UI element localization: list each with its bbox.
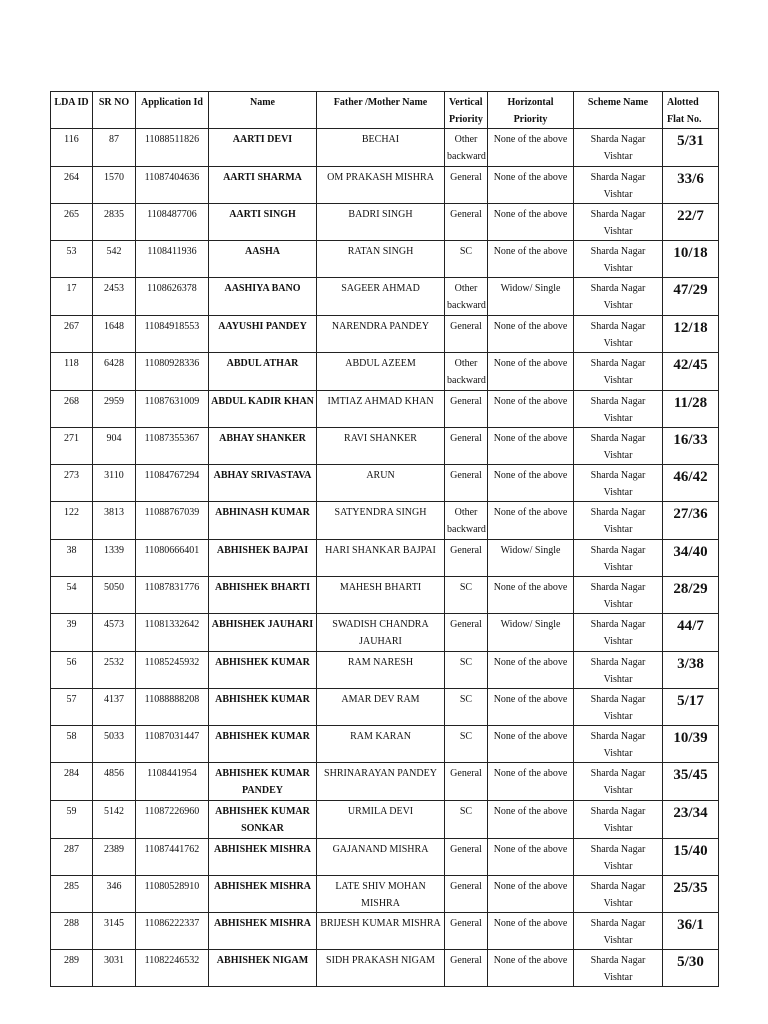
- father-mother-cell: IMTIAZ AHMAD KHAN: [317, 391, 445, 428]
- allotted-flat-cell: 15/40: [663, 839, 719, 876]
- father-mother-cell: SAGEER AHMAD: [317, 278, 445, 316]
- horizontal-priority-cell: Widow/ Single: [488, 614, 574, 652]
- allotted-flat-cell: 5/17: [663, 689, 719, 726]
- father-mother-cell: BRIJESH KUMAR MISHRA: [317, 913, 445, 950]
- name-cell: ABHISHEK MISHRA: [209, 913, 317, 950]
- vertical-priority-cell: General: [445, 839, 488, 876]
- horizontal-priority-cell: None of the above: [488, 465, 574, 502]
- header-allotted-line2: Flat No.: [667, 114, 702, 125]
- lda-id-cell: 54: [51, 577, 93, 614]
- lda-id-cell: 287: [51, 839, 93, 876]
- father-mother-cell: GAJANAND MISHRA: [317, 839, 445, 876]
- header-application-id: Application Id: [136, 92, 209, 129]
- vertical-priority-cell: General: [445, 316, 488, 353]
- father-mother-cell: NARENDRA PANDEY: [317, 316, 445, 353]
- sr-no-cell: 904: [93, 428, 136, 465]
- father-mother-cell: RATAN SINGH: [317, 241, 445, 278]
- lda-id-cell: 116: [51, 129, 93, 167]
- father-mother-cell: ARUN: [317, 465, 445, 502]
- name-cell: ABHISHEK KUMAR: [209, 689, 317, 726]
- sr-no-cell: 2959: [93, 391, 136, 428]
- lda-id-cell: 58: [51, 726, 93, 763]
- allotted-flat-cell: 10/18: [663, 241, 719, 278]
- father-mother-cell: SATYENDRA SINGH: [317, 502, 445, 540]
- vertical-priority-cell: General: [445, 428, 488, 465]
- application-id-cell: 11081332642: [136, 614, 209, 652]
- application-id-cell: 1108411936: [136, 241, 209, 278]
- header-sr-no: SR NO: [93, 92, 136, 129]
- table-body: [51, 129, 719, 987]
- father-mother-cell: BADRI SINGH: [317, 204, 445, 241]
- allotted-flat-cell: 46/42: [663, 465, 719, 502]
- lda-id-cell: 57: [51, 689, 93, 726]
- father-mother-cell: SIDH PRAKASH NIGAM: [317, 950, 445, 987]
- vertical-priority-cell: General: [445, 876, 488, 913]
- vertical-priority-cell: General: [445, 167, 488, 204]
- application-id-cell: 11082246532: [136, 950, 209, 987]
- application-id-cell: 11080528910: [136, 876, 209, 913]
- allotted-flat-cell: 25/35: [663, 876, 719, 913]
- table-row: [51, 763, 719, 801]
- lda-id-cell: 122: [51, 502, 93, 540]
- allotted-flat-cell: 33/6: [663, 167, 719, 204]
- name-cell: AARTI DEVI: [209, 129, 317, 167]
- scheme-name-cell: Sharda Nagar Vishtar: [574, 391, 663, 428]
- application-id-cell: 11087631009: [136, 391, 209, 428]
- table-row: [51, 540, 719, 577]
- lda-id-cell: 265: [51, 204, 93, 241]
- header-scheme-name: Scheme Name: [574, 92, 663, 129]
- application-id-cell: 1108487706: [136, 204, 209, 241]
- name-cell: ABHISHEK BAJPAI: [209, 540, 317, 577]
- sr-no-cell: 5142: [93, 801, 136, 839]
- vertical-priority-cell: SC: [445, 801, 488, 839]
- table-row: [51, 801, 719, 839]
- allotted-flat-cell: 28/29: [663, 577, 719, 614]
- horizontal-priority-cell: None of the above: [488, 353, 574, 391]
- name-cell: ABDUL ATHAR: [209, 353, 317, 391]
- vertical-priority-cell: SC: [445, 652, 488, 689]
- application-id-cell: 11087226960: [136, 801, 209, 839]
- horizontal-priority-cell: None of the above: [488, 391, 574, 428]
- scheme-name-cell: Sharda Nagar Vishtar: [574, 540, 663, 577]
- header-allotted-line1: Alotted: [667, 97, 699, 108]
- scheme-name-cell: Sharda Nagar Vishtar: [574, 278, 663, 316]
- table-row: [51, 465, 719, 502]
- table-row: [51, 502, 719, 540]
- sr-no-cell: 2532: [93, 652, 136, 689]
- lda-id-cell: 39: [51, 614, 93, 652]
- allotted-flat-cell: 36/1: [663, 913, 719, 950]
- header-lda-id: LDA ID: [51, 92, 93, 129]
- header-horizontal-priority: Horizontal Priority: [488, 92, 574, 129]
- allotted-flat-cell: 22/7: [663, 204, 719, 241]
- table-row: [51, 391, 719, 428]
- allotted-flat-cell: 42/45: [663, 353, 719, 391]
- allotted-flat-cell: 34/40: [663, 540, 719, 577]
- application-id-cell: 11084918553: [136, 316, 209, 353]
- father-mother-cell: OM PRAKASH MISHRA: [317, 167, 445, 204]
- father-mother-cell: MAHESH BHARTI: [317, 577, 445, 614]
- sr-no-cell: 2835: [93, 204, 136, 241]
- vertical-priority-cell: General: [445, 614, 488, 652]
- horizontal-priority-cell: None of the above: [488, 950, 574, 987]
- name-cell: ABHAY SRIVASTAVA: [209, 465, 317, 502]
- scheme-name-cell: Sharda Nagar Vishtar: [574, 353, 663, 391]
- horizontal-priority-cell: None of the above: [488, 204, 574, 241]
- name-cell: ABHISHEK KUMAR SONKAR: [209, 801, 317, 839]
- table-row: [51, 652, 719, 689]
- scheme-name-cell: Sharda Nagar Vishtar: [574, 614, 663, 652]
- vertical-priority-cell: Other backward: [445, 129, 488, 167]
- name-cell: AAYUSHI PANDEY: [209, 316, 317, 353]
- name-cell: ABHISHEK MISHRA: [209, 876, 317, 913]
- application-id-cell: 11085245932: [136, 652, 209, 689]
- sr-no-cell: 4856: [93, 763, 136, 801]
- table-row: [51, 913, 719, 950]
- vertical-priority-cell: General: [445, 204, 488, 241]
- table-header-row: [51, 92, 719, 129]
- lda-id-cell: 271: [51, 428, 93, 465]
- horizontal-priority-cell: None of the above: [488, 913, 574, 950]
- name-cell: AASHIYA BANO: [209, 278, 317, 316]
- header-allotted-flat-no: [663, 92, 719, 129]
- application-id-cell: 11080928336: [136, 353, 209, 391]
- allotted-flat-cell: 5/31: [663, 129, 719, 167]
- application-id-cell: 11088511826: [136, 129, 209, 167]
- horizontal-priority-cell: None of the above: [488, 801, 574, 839]
- vertical-priority-cell: General: [445, 913, 488, 950]
- lda-id-cell: 289: [51, 950, 93, 987]
- horizontal-priority-cell: Widow/ Single: [488, 540, 574, 577]
- horizontal-priority-cell: None of the above: [488, 241, 574, 278]
- application-id-cell: 11087831776: [136, 577, 209, 614]
- sr-no-cell: 3031: [93, 950, 136, 987]
- scheme-name-cell: Sharda Nagar Vishtar: [574, 465, 663, 502]
- allotted-flat-cell: 10/39: [663, 726, 719, 763]
- scheme-name-cell: Sharda Nagar Vishtar: [574, 726, 663, 763]
- sr-no-cell: 1648: [93, 316, 136, 353]
- sr-no-cell: 87: [93, 129, 136, 167]
- father-mother-cell: LATE SHIV MOHAN MISHRA: [317, 876, 445, 913]
- table-row: [51, 577, 719, 614]
- sr-no-cell: 2389: [93, 839, 136, 876]
- scheme-name-cell: Sharda Nagar Vishtar: [574, 316, 663, 353]
- application-id-cell: 11086222337: [136, 913, 209, 950]
- scheme-name-cell: Sharda Nagar Vishtar: [574, 204, 663, 241]
- vertical-priority-cell: Other backward: [445, 278, 488, 316]
- lda-id-cell: 59: [51, 801, 93, 839]
- application-id-cell: 1108626378: [136, 278, 209, 316]
- sr-no-cell: 542: [93, 241, 136, 278]
- lda-id-cell: 38: [51, 540, 93, 577]
- vertical-priority-cell: General: [445, 763, 488, 801]
- lda-id-cell: 285: [51, 876, 93, 913]
- horizontal-priority-cell: None of the above: [488, 428, 574, 465]
- application-id-cell: 11087355367: [136, 428, 209, 465]
- scheme-name-cell: Sharda Nagar Vishtar: [574, 167, 663, 204]
- allotted-flat-cell: 5/30: [663, 950, 719, 987]
- father-mother-cell: SWADISH CHANDRA JAUHARI: [317, 614, 445, 652]
- sr-no-cell: 1339: [93, 540, 136, 577]
- vertical-priority-cell: General: [445, 540, 488, 577]
- lda-id-cell: 288: [51, 913, 93, 950]
- header-vertical-line1: Vertical: [449, 97, 483, 108]
- sr-no-cell: 6428: [93, 353, 136, 391]
- horizontal-priority-cell: None of the above: [488, 876, 574, 913]
- table-row: [51, 839, 719, 876]
- name-cell: ABHISHEK MISHRA: [209, 839, 317, 876]
- lda-id-cell: 56: [51, 652, 93, 689]
- name-cell: ABHAY SHANKER: [209, 428, 317, 465]
- application-id-cell: 11087404636: [136, 167, 209, 204]
- name-cell: AARTI SINGH: [209, 204, 317, 241]
- application-id-cell: 11088767039: [136, 502, 209, 540]
- scheme-name-cell: Sharda Nagar Vishtar: [574, 950, 663, 987]
- vertical-priority-cell: Other backward: [445, 353, 488, 391]
- allotted-flat-cell: 44/7: [663, 614, 719, 652]
- scheme-name-cell: Sharda Nagar Vishtar: [574, 801, 663, 839]
- father-mother-cell: URMILA DEVI: [317, 801, 445, 839]
- scheme-name-cell: Sharda Nagar Vishtar: [574, 689, 663, 726]
- allotment-document: [50, 91, 718, 987]
- name-cell: ABHISHEK JAUHARI: [209, 614, 317, 652]
- table-row: [51, 726, 719, 763]
- father-mother-cell: ABDUL AZEEM: [317, 353, 445, 391]
- father-mother-cell: RAVI SHANKER: [317, 428, 445, 465]
- allotted-flat-cell: 12/18: [663, 316, 719, 353]
- horizontal-priority-cell: None of the above: [488, 839, 574, 876]
- scheme-name-cell: Sharda Nagar Vishtar: [574, 241, 663, 278]
- horizontal-priority-cell: None of the above: [488, 167, 574, 204]
- vertical-priority-cell: General: [445, 950, 488, 987]
- header-vertical-priority: [445, 92, 488, 129]
- lda-id-cell: 118: [51, 353, 93, 391]
- name-cell: ABHISHEK KUMAR PANDEY: [209, 763, 317, 801]
- father-mother-cell: HARI SHANKAR BAJPAI: [317, 540, 445, 577]
- horizontal-priority-cell: None of the above: [488, 316, 574, 353]
- allotted-flat-cell: 23/34: [663, 801, 719, 839]
- vertical-priority-cell: SC: [445, 726, 488, 763]
- sr-no-cell: 4137: [93, 689, 136, 726]
- vertical-priority-cell: General: [445, 465, 488, 502]
- sr-no-cell: 5050: [93, 577, 136, 614]
- allotted-flat-cell: 16/33: [663, 428, 719, 465]
- allotted-flat-cell: 47/29: [663, 278, 719, 316]
- table-row: [51, 316, 719, 353]
- scheme-name-cell: Sharda Nagar Vishtar: [574, 876, 663, 913]
- vertical-priority-cell: SC: [445, 689, 488, 726]
- lda-id-cell: 264: [51, 167, 93, 204]
- vertical-priority-cell: General: [445, 391, 488, 428]
- allotted-flat-cell: 27/36: [663, 502, 719, 540]
- application-id-cell: 11087031447: [136, 726, 209, 763]
- lda-id-cell: 273: [51, 465, 93, 502]
- application-id-cell: 11087441762: [136, 839, 209, 876]
- lda-id-cell: 53: [51, 241, 93, 278]
- father-mother-cell: AMAR DEV RAM: [317, 689, 445, 726]
- sr-no-cell: 4573: [93, 614, 136, 652]
- sr-no-cell: 1570: [93, 167, 136, 204]
- sr-no-cell: 2453: [93, 278, 136, 316]
- scheme-name-cell: Sharda Nagar Vishtar: [574, 839, 663, 876]
- horizontal-priority-cell: None of the above: [488, 502, 574, 540]
- table-row: [51, 129, 719, 167]
- application-id-cell: 11088888208: [136, 689, 209, 726]
- scheme-name-cell: Sharda Nagar Vishtar: [574, 502, 663, 540]
- horizontal-priority-cell: Widow/ Single: [488, 278, 574, 316]
- horizontal-priority-cell: None of the above: [488, 577, 574, 614]
- horizontal-priority-cell: None of the above: [488, 689, 574, 726]
- allotted-flat-cell: 11/28: [663, 391, 719, 428]
- table-row: [51, 689, 719, 726]
- horizontal-priority-cell: None of the above: [488, 763, 574, 801]
- horizontal-priority-cell: None of the above: [488, 129, 574, 167]
- lda-id-cell: 268: [51, 391, 93, 428]
- application-id-cell: 11080666401: [136, 540, 209, 577]
- father-mother-cell: SHRINARAYAN PANDEY: [317, 763, 445, 801]
- header-father-mother-name: Father /Mother Name: [317, 92, 445, 129]
- scheme-name-cell: Sharda Nagar Vishtar: [574, 577, 663, 614]
- lda-id-cell: 267: [51, 316, 93, 353]
- table-row: [51, 204, 719, 241]
- sr-no-cell: 3813: [93, 502, 136, 540]
- allotment-table: [50, 91, 719, 987]
- scheme-name-cell: Sharda Nagar Vishtar: [574, 763, 663, 801]
- table-row: [51, 278, 719, 316]
- table-row: [51, 950, 719, 987]
- table-row: [51, 167, 719, 204]
- table-row: [51, 353, 719, 391]
- scheme-name-cell: Sharda Nagar Vishtar: [574, 428, 663, 465]
- vertical-priority-cell: SC: [445, 577, 488, 614]
- name-cell: AARTI SHARMA: [209, 167, 317, 204]
- name-cell: ABHISHEK KUMAR: [209, 726, 317, 763]
- horizontal-priority-cell: None of the above: [488, 652, 574, 689]
- father-mother-cell: RAM KARAN: [317, 726, 445, 763]
- name-cell: ABHISHEK KUMAR: [209, 652, 317, 689]
- name-cell: ABDUL KADIR KHAN: [209, 391, 317, 428]
- lda-id-cell: 284: [51, 763, 93, 801]
- scheme-name-cell: Sharda Nagar Vishtar: [574, 913, 663, 950]
- sr-no-cell: 5033: [93, 726, 136, 763]
- scheme-name-cell: Sharda Nagar Vishtar: [574, 652, 663, 689]
- table-row: [51, 614, 719, 652]
- scheme-name-cell: Sharda Nagar Vishtar: [574, 129, 663, 167]
- allotted-flat-cell: 3/38: [663, 652, 719, 689]
- vertical-priority-cell: Other backward: [445, 502, 488, 540]
- name-cell: ABHINASH KUMAR: [209, 502, 317, 540]
- sr-no-cell: 3145: [93, 913, 136, 950]
- name-cell: ABHISHEK NIGAM: [209, 950, 317, 987]
- name-cell: AASHA: [209, 241, 317, 278]
- header-name: Name: [209, 92, 317, 129]
- horizontal-priority-cell: None of the above: [488, 726, 574, 763]
- father-mother-cell: BECHAI: [317, 129, 445, 167]
- header-vertical-line2: Priority: [449, 114, 483, 125]
- table-row: [51, 428, 719, 465]
- application-id-cell: 11084767294: [136, 465, 209, 502]
- sr-no-cell: 346: [93, 876, 136, 913]
- father-mother-cell: RAM NARESH: [317, 652, 445, 689]
- name-cell: ABHISHEK BHARTI: [209, 577, 317, 614]
- sr-no-cell: 3110: [93, 465, 136, 502]
- application-id-cell: 1108441954: [136, 763, 209, 801]
- lda-id-cell: 17: [51, 278, 93, 316]
- table-row: [51, 241, 719, 278]
- table-row: [51, 876, 719, 913]
- allotted-flat-cell: 35/45: [663, 763, 719, 801]
- vertical-priority-cell: SC: [445, 241, 488, 278]
